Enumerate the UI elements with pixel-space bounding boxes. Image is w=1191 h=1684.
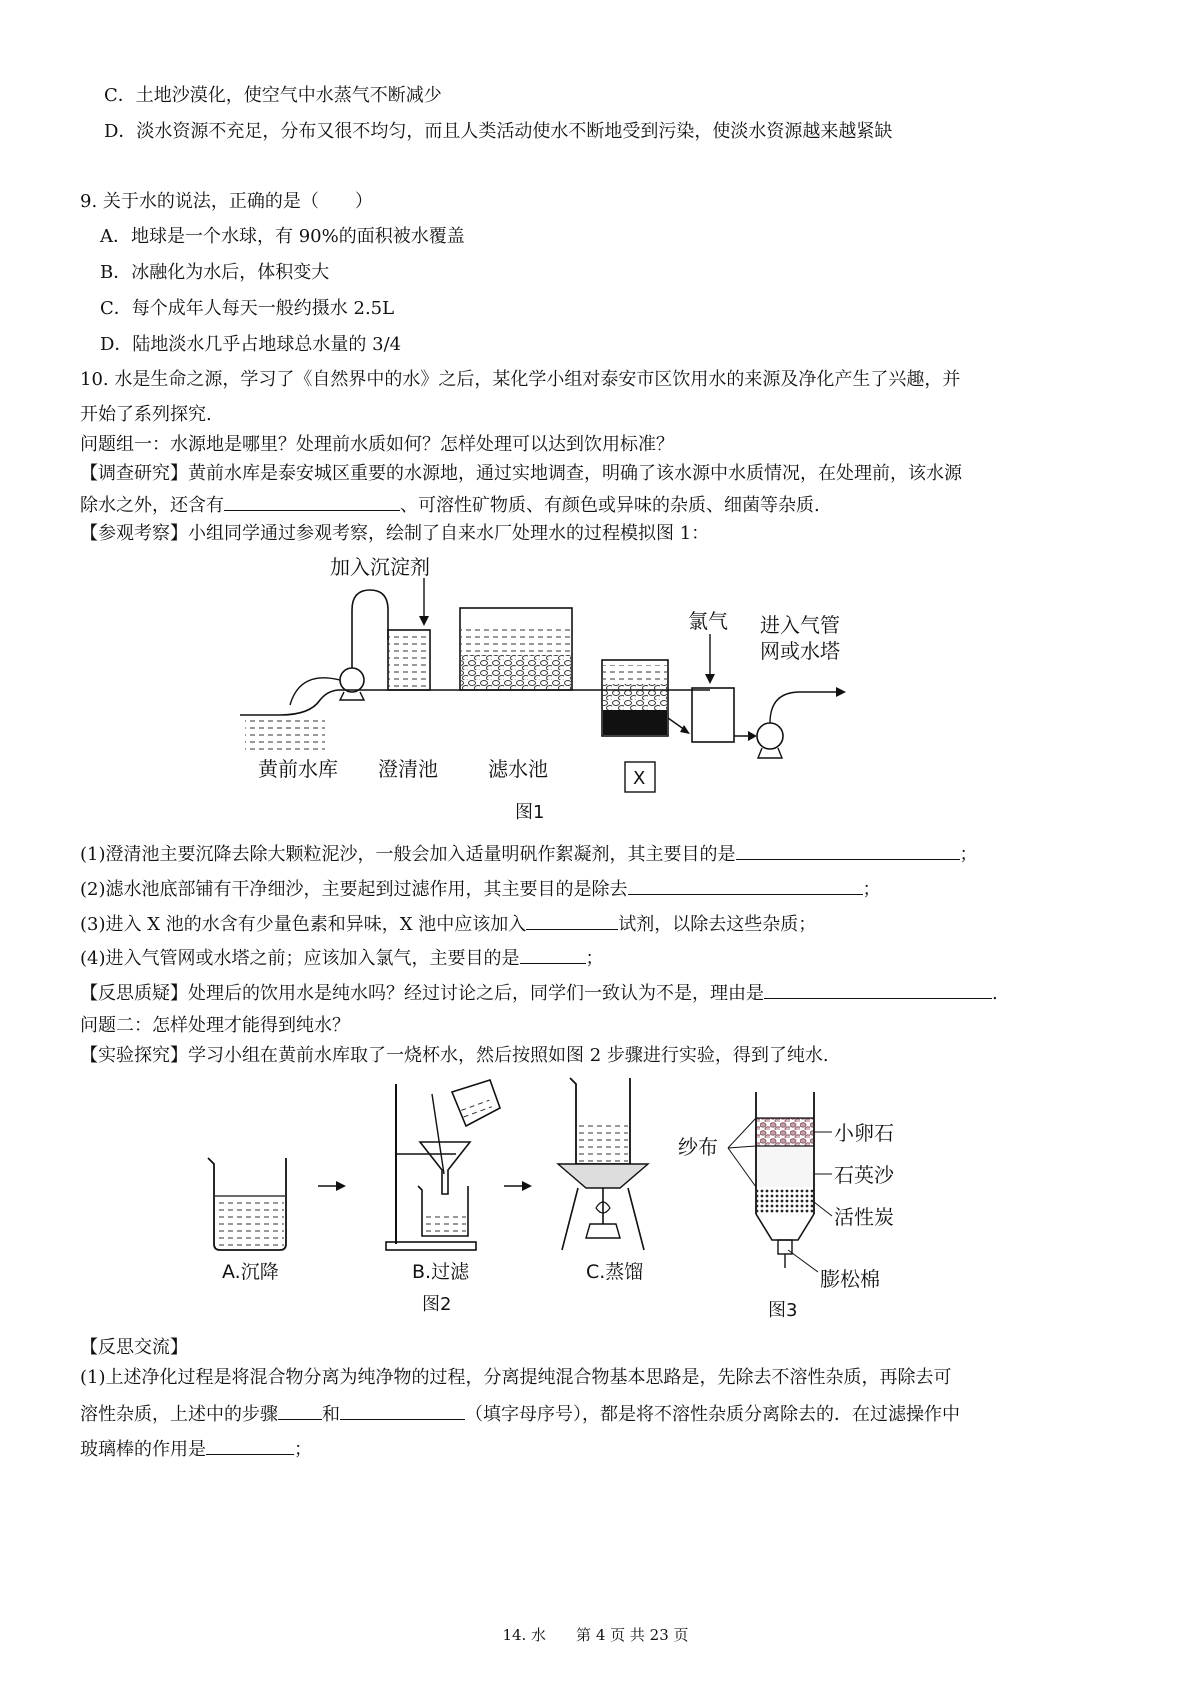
q10-exchange-line2 [80,1401,960,1427]
answer-blank-part3[interactable] [526,911,618,930]
filtration-apparatus [386,1080,500,1250]
q10-visit: 【参观考察】小组同学通过参观考察，绘制了自来水厂处理水的过程模拟图 1： [80,523,710,544]
q9-option-b: B．冰融化为水后，体积变大 [100,262,330,283]
exchange-text-c: （填字母序号），都是将不溶性杂质分离除去的．在过滤操作中 [465,1404,960,1425]
reservoir-water [245,716,325,750]
answer-blank-step1[interactable] [278,1401,322,1420]
figure-2-caption: 图2 [422,1294,452,1315]
q9-stem: 9. 关于水的说法，正确的是（ ） [80,191,373,212]
q10-survey-line1: 【调查研究】黄前水库是泰安城区重要的水源地，通过实地调查，明确了该水源中水质情况，在处理前，该水源 [80,463,962,484]
pump-2 [757,723,783,749]
q10-exchange-line1: (1)上述净化过程是将混合物分离为纯净物的过程，分离提纯混合物基本思路是，先除去不溶性杂质，再除去可 [80,1367,952,1388]
layer-activated-carbon [757,1188,813,1214]
survey-text-pre: 除水之外，还含有 [80,495,224,516]
q10-experiment: 【实验探究】学习小组在黄前水库取了一烧杯水，然后按照如图 2 步骤进行实验，得到了纯水. [80,1045,829,1066]
survey-text-post: 、可溶性矿物质、有颜色或异味的杂质、细菌等杂质. [400,495,820,516]
label-to-network-2: 网或水塔 [760,639,840,663]
part4-end: ； [585,948,604,969]
figure-1-water-plant [240,550,900,830]
q10-reflect [80,980,998,1006]
label-filter-tank: 滤水池 [488,757,548,781]
q10-part4 [80,945,604,971]
figure-2-3-purification [200,1074,940,1334]
label-to-network-1: 进入气管 [760,613,840,637]
label-chlorine: 氯气 [688,609,728,633]
answer-blank-impurity[interactable] [224,492,400,511]
beaker-a [208,1158,286,1250]
label-add-precipitant: 加入沉淀剂 [330,555,430,579]
q10-group1: 问题组一：水源地是哪里？处理前水质如何？怎样处理可以达到饮用标准？ [80,434,674,455]
reflect-end: . [992,983,998,1004]
distillation-apparatus [558,1078,648,1250]
answer-blank-part2[interactable] [628,876,863,895]
q8-option-d: D．淡水资源不充足，分布又很不均匀，而且人类活动使水不断地受到污染，使淡水资源越来越紧缺 [104,121,893,142]
chlorine-box [692,688,734,742]
part1-text: (1)澄清池主要沉降去除大颗粒泥沙，一般会加入适量明矾作絮凝剂，其主要目的是 [80,844,736,865]
answer-blank-glass-rod[interactable] [206,1436,294,1455]
q9-option-a: A．地球是一个水球，有 90%的面积被水覆盖 [100,226,465,247]
page-footer: 14. 水 第 4 页 共 23 页 [502,1626,689,1644]
part4-text: (4)进入气管网或水塔之前；应该加入氯气，主要目的是 [80,948,520,969]
q9-option-d: D．陆地淡水几乎占地球总水量的 3/4 [100,334,402,355]
figure-1-caption: 图1 [515,802,545,823]
part3-end: 试剂，以除去这些杂质； [618,914,817,935]
exchange-text-a: 溶性杂质，上述中的步骤 [80,1404,278,1425]
simple-water-filter [728,1092,832,1272]
label-distillation: C.蒸馏 [586,1261,644,1283]
part1-end: ； [959,844,978,865]
part2-text: (2)滤水池底部铺有干净细沙，主要起到过滤作用，其主要目的是除去 [80,879,628,900]
q10-part2 [80,876,881,902]
q10-part3 [80,911,816,937]
q10-survey-line2 [80,492,820,518]
figure-3-caption: 图3 [768,1300,798,1321]
q8-option-c: C．土地沙漠化，使空气中水蒸气不断减少 [104,85,442,106]
label-carbon: 活性炭 [834,1205,894,1229]
label-filtration: B.过滤 [412,1261,470,1283]
label-clarifier: 澄清池 [378,757,438,781]
clarifier-tank [388,630,430,690]
label-pebble: 小卵石 [834,1121,894,1145]
reflect-text: 【反思质疑】处理后的饮用水是纯水吗？经过讨论之后，同学们一致认为不是，理由是 [80,983,764,1004]
answer-blank-part1[interactable] [736,841,960,860]
part3-text: (3)进入 X 池的水含有少量色素和异味，X 池中应该加入 [80,914,527,935]
label-reservoir: 黄前水库 [258,757,338,781]
q10-intro-line1: 10. 水是生命之源，学习了《自然界中的水》之后，某化学小组对泰安市区饮用水的来源及净化产生了兴趣，并 [80,369,961,390]
label-gauze: 纱布 [678,1135,718,1159]
exchange-text-b: 和 [322,1404,340,1425]
q10-group2: 问题二：怎样处理才能得到纯水？ [80,1015,350,1036]
label-x: X [633,768,646,789]
label-sedimentation: A.沉降 [222,1261,279,1283]
answer-blank-reflect[interactable] [764,980,992,999]
layer-quartz-sand [757,1147,813,1187]
q10-intro-line2: 开始了系列探究. [80,404,212,425]
q10-exchange-line3 [80,1436,312,1462]
label-cotton: 膨松棉 [820,1267,880,1291]
q9-option-c: C．每个成年人每天一般约摄水 2.5L [100,298,395,319]
pump-1 [340,668,364,692]
label-quartz: 石英沙 [834,1163,894,1187]
q10-exchange: 【反思交流】 [80,1337,188,1358]
answer-blank-step2[interactable] [340,1401,465,1420]
layer-pebbles [757,1118,813,1146]
answer-blank-part4[interactable] [520,945,586,964]
exchange-text-end: ； [294,1439,312,1460]
part2-end: ； [862,879,881,900]
exchange-text-rod: 玻璃棒的作用是 [80,1439,206,1460]
q10-part1 [80,841,978,867]
